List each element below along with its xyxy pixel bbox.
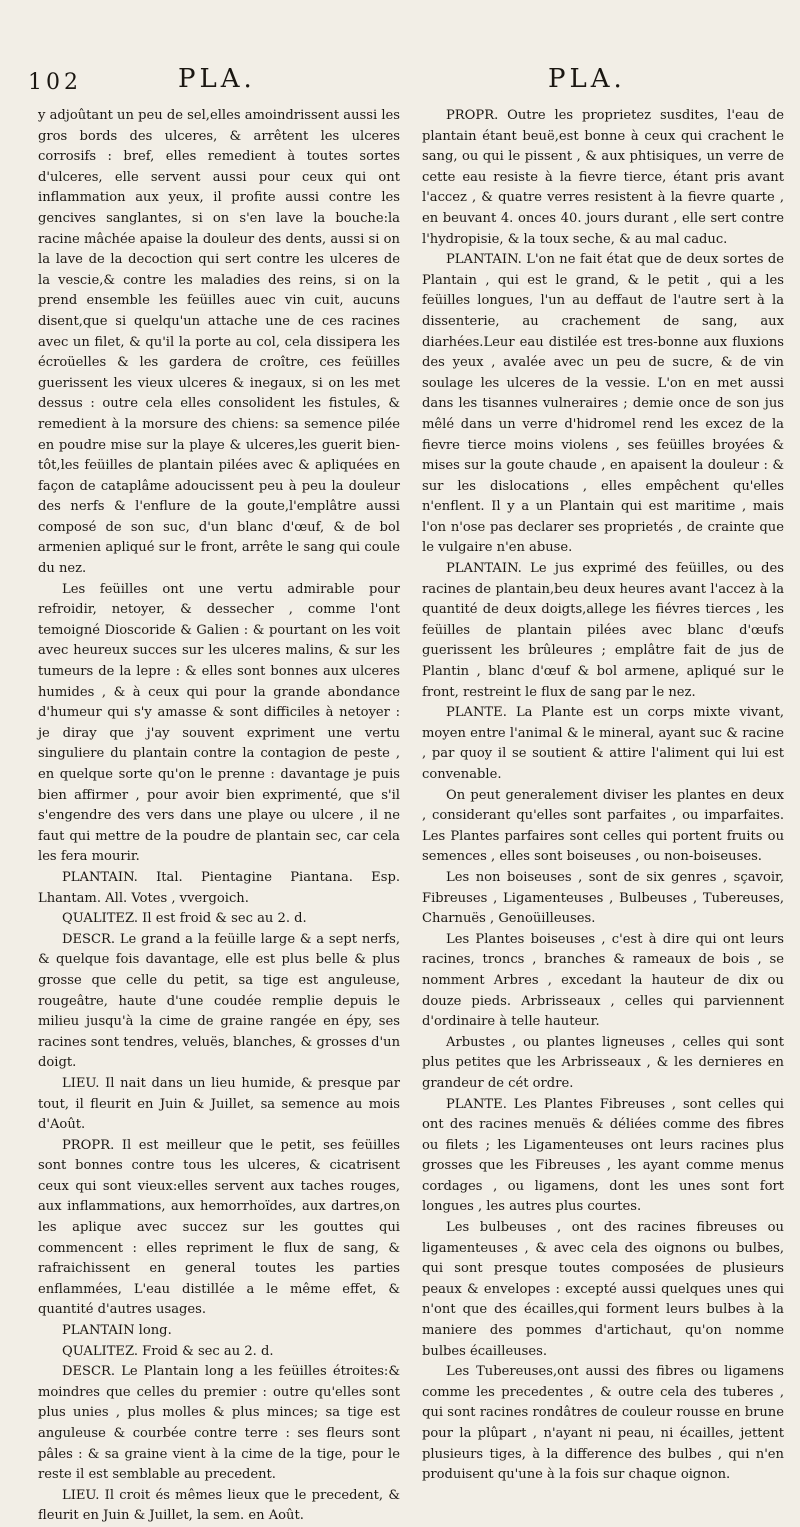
- paragraph: Les bulbeuses , ont des racines fibreuses ou ligamenteuses , & avec cela des oignons ou bulbes, qui sont presque toutes composées de plusieurs peaux & envelopes : excepté aussi quelques unes qui n'ont que des écailles,qui forment leurs bulbes à la maniere des pommes d'artichaut, qu'on nomme bulbes écailleuses.: [422, 1220, 784, 1359]
- paragraph: Les non boiseuses , sont de six genres , sçavoir, Fibreuses , Ligamenteuses , Bulbeuses , Tubereuses, Charnuës , Genoüilleuses.: [422, 869, 784, 927]
- running-head-left: PLA.: [178, 64, 256, 94]
- paragraph: PLANTAIN. L'on ne fait état que de deux sortes de Plantain , qui est le grand, & le petit , qui a les feüilles longues, l'un au deffaut de l'autre sert à la dissenterie, au crachement de sang, aux diarhées.Leur eau distilée est tres-bonne aux fluxions des yeux , avalée avec un peu de sucre, & de vin soulage les ulceres de la vessie. L'on en met aussi dans les tisannes vulneraires ; demie once de son jus mêlé dans un verre d'hidromel rend les excez de la fievre tierce moins violens , ses feüilles broyées & mises sur la goute chaude , en apaisent la douleur : & sur les dislocations , elles empêchent qu'elles n'enflent. Il y a un Plantain qui est maritime , mais l'on n'ose pas declarer ses proprietés , de crainte que le vulgaire n'en abuse.: [422, 252, 784, 556]
- paragraph: LIEU. Il croit és mêmes lieux que le precedent, & fleurit en Juin & Juillet, la sem. en Août.: [38, 1487, 400, 1524]
- running-head-right: PLA.: [548, 64, 626, 94]
- paragraph: QUALITEZ. Froid & sec au 2. d.: [62, 1343, 274, 1359]
- paragraph: PROPR. Outre les proprietez susdites, l'eau de plantain étant beuë,est bonne à ceux qui crachent le sang, ou qui le pissent , & aux phtisiques, un verre de cette eau resiste à la fievre tierce, étant pris avant l'accez , & quatre verres resistent à la fievre quarte , en beuvant 4. onces 40. jours durant , elle sert contre l'hydropisie, & la toux seche, & au mal caduc.: [422, 108, 784, 247]
- paragraph: PLANTE. La Plante est un corps mixte vivant, moyen entre l'animal & le mineral, ayant suc & racine , par quoy il se soutient & attire l'aliment qui lui est convenable.: [422, 705, 784, 782]
- paragraph: On peut generalement diviser les plantes en deux , considerant qu'elles sont parfaites , ou imparfaites. Les Plantes parfaires sont celles qui portent fruits ou semences , elles sont boiseuses , ou non-boiseuses.: [422, 787, 784, 865]
- left-column: [38, 106, 400, 1527]
- paragraph: PLANTE. Les Plantes Fibreuses , sont celles qui ont des racines menuës & déliées comme des fibres ou filets ; les Ligamenteuses ont leurs racines plus grosses que les Fibreuses , les ayant comme menus cordages , ou ligamens, dont les unes sont fort longues , les autres plus courtes.: [422, 1096, 784, 1215]
- paragraph: y adjoûtant un peu de sel,elles amoindrissent aussi les gros bords des ulceres, & arrêtent les ulceres corrosifs : bref, elles remedient à toutes sortes d'ulceres, elle servent aussi pour ceux qui ont inflammation aux yeux, il profite aussi contre les gencives sanglantes, si on s'en lave la bouche:la racine mâchée apaise la douleur des dents, aussi si on la lave de la decoction qui sert contre les ulceres de la vescie,& contre les maladies des reins, si on la prend ensemble les feüilles auec vin cuit, aucuns disent,que si quelqu'un attache une de ces racines avec un filet, & qu'il la porte au col, cela dissipera les écroüelles & les gardera de croître, ces feüilles guerissent les vieux ulceres & inegaux, si on les met dessus : outre cela elles consolident les fistules, & remedient à la morsure des chiens: sa semence pilée en poudre mise sur la playe & ulceres,les guerit bien-tôt,les feüilles de plantain pilées avec & apliquées en façon de cataplâme adoucissent peu à peu la douleur des nerfs & l'enflure de la goute,l'emplâtre aussi composé de son suc, d'un blanc d'œuf, & de bol armenien apliqué sur le front, arrête le sang qui coule du nez.: [38, 108, 400, 577]
- paragraph: Les Tubereuses,ont aussi des fibres ou ligamens comme les precedentes , & outre cela des tuberes , qui sont racines rondâtres de couleur rousse en brune pour la plûpart , n'ayant ni peau, ni écailles, jettent plusieurs tiges, à la difference des bulbes , qui n'en produisent qu'une à la fois sur chaque oignon.: [422, 1364, 784, 1483]
- paragraph: PROPR. Il est meilleur que le petit, ses feüilles sont bonnes contre tous les ulceres, & cicatrisent ceux qui sont vieux:elles servent aux taches rouges, aux inflammations, aux hemorrhoïdes, aux dartres,on les aplique avec succez sur les gouttes qui commencent : elles repriment le flux de sang, & rafraichissent en general toutes les parties enflammées, L'eau distillée a le même effet, & quantité d'autres usages.: [38, 1137, 400, 1318]
- paragraph: DESCR. Le grand a la feüille large & a sept nerfs, & quelque fois davantage, elle est plus belle & plus grosse que celle du petit, sa tige est anguleuse, rougeâtre, haute d'une coudée remplie depuis le milieu jusqu'à la cime de graine rangée en épy, ses racines sont tendres, veluës, blanches, & grosses d'un doigt.: [38, 931, 400, 1071]
- right-column: [422, 106, 784, 1486]
- paragraph: Les Plantes boiseuses , c'est à dire qui ont leurs racines, troncs , branches & rameaux de bois , se nomment Arbres , excedant la hauteur de dix ou douze pieds. Arbrisseaux , celles qui parviennent d'ordinaire à telle hauteur.: [422, 931, 784, 1030]
- paragraph: Les feüilles ont une vertu admirable pour refroidir, netoyer, & dessecher , comme l'ont temoigné Dioscoride & Galien : & pourtant on les voit avec heureux succes sur les ulceres malins, & sur les tumeurs de la lepre : & elles sont bonnes aux ulceres humides , & à ceux qui pour la grande abondance d'humeur qui s'y amasse & sont difficiles à netoyer : je diray que j'ay souvent expriment une vertu singuliere du plantain contre la contagion de peste , en quelque sorte qu'on le prenne : davantage je puis bien affirmer , pour avoir bien exprimenté, que s'il s'engendre des vers dans une playe ou ulcere , il ne faut qui mettre de la poudre de plantain sec, car cela les fera mourir.: [38, 581, 400, 865]
- paragraph: PLANTAIN long.: [62, 1323, 172, 1339]
- paragraph: LIEU. Il nait dans un lieu humide, & presque par tout, il fleurit en Juin & Juillet, sa semence au mois d'Août.: [38, 1075, 400, 1133]
- paragraph: DESCR. Le Plantain long a les feüilles étroites:& moindres que celles du premier : outre qu'elles sont plus unies , plus molles & plus minces; sa tige est anguleuse & courbée contre terre : ses fleurs sont pâles : & sa graine vient à la cime de la tige, pour le reste il est semblable au precedent.: [38, 1364, 400, 1483]
- paragraph: PLANTAIN. Le jus exprimé des feüilles, ou des racines de plantain,beu deux heures avant l'accez à la quantité de deux doigts,allege les fiévres tierces , les feüilles de plantain pilées avec blanc d'œufs guerissent les brûleures ; emplâtre fait de jus de Plantin , blanc d'œuf & bol armene, apliqué sur le front, restreint le flux de sang par le nez.: [422, 561, 784, 700]
- page-header: [28, 64, 778, 110]
- paragraph: QUALITEZ. Il est froid & sec au 2. d.: [62, 911, 307, 927]
- page-number: 102: [28, 70, 82, 95]
- paragraph: PLANTAIN. Ital. Pientagine Piantana. Esp. Lhantam. All. Votes , vvergoich.: [38, 869, 400, 906]
- paragraph: Arbustes , ou plantes ligneuses , celles qui sont plus petites que les Arbrisseaux , & les dernieres en grandeur de cét ordre.: [422, 1034, 784, 1091]
